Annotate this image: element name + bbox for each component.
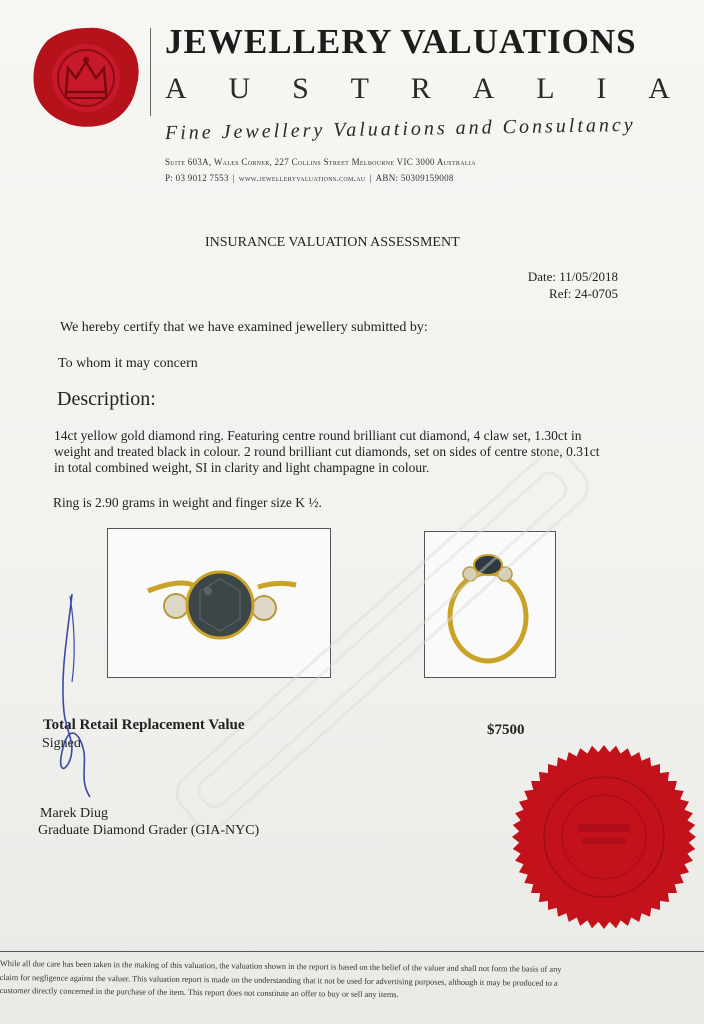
brand-name: JEWELLERY VALUATIONS xyxy=(165,22,637,61)
contact-line: P: 03 9012 7553 | www.jewelleryvaluations.com.au | ABN: 50309159008 xyxy=(165,173,454,183)
ring-photo-top xyxy=(107,528,331,678)
disclaimer-line: claim for negligence against the valuer. This valuation report is made on the understanding that it not be used for advertising purposes, although it may be produced to a xyxy=(0,972,558,988)
brand-letter: A xyxy=(472,72,495,105)
brand-letter: A xyxy=(165,72,187,105)
brand-letter: I xyxy=(596,72,607,105)
ring-details: Ring is 2.90 grams in weight and finger size K ½. xyxy=(53,495,322,510)
brand-country xyxy=(165,72,670,106)
signed-label: Signed xyxy=(42,736,81,751)
brand-letter: S xyxy=(292,72,309,105)
brand-letter: U xyxy=(228,72,251,105)
brand-letter: L xyxy=(536,72,555,105)
description-line: in total combined weight, SI in clarity and light champagne in colour. xyxy=(54,460,430,475)
brand-letter: R xyxy=(410,72,431,105)
description-body xyxy=(54,428,654,476)
signer-role: Graduate Diamond Grader (GIA-NYC) xyxy=(38,823,260,838)
description-heading: Description: xyxy=(57,388,156,410)
website: www.jewelleryvaluations.com.au xyxy=(238,173,366,183)
red-seal-sticker xyxy=(508,742,700,932)
signer-name: Marek Diug xyxy=(40,806,109,821)
disclaimer-line: While all due care has been taken in the making of this valuation, the valuation shown in the report is based on the belief of the valuer and shall not form the basis of any xyxy=(0,958,562,974)
total-value-label: Total Retail Replacement Value xyxy=(43,717,245,733)
ring-side-image xyxy=(425,532,555,677)
brand-letter: T xyxy=(350,72,369,105)
document-meta xyxy=(500,268,618,302)
certify-statement: We hereby certify that we have examined jewellery submitted by: xyxy=(60,320,428,335)
wax-seal-logo xyxy=(30,24,142,128)
abn: ABN: 50309159008 xyxy=(375,173,454,183)
ring-top-image xyxy=(108,529,330,677)
header-divider xyxy=(150,28,151,116)
document-date: Date: 11/05/2018 xyxy=(527,269,618,284)
brand-letter: A xyxy=(648,72,670,105)
submitted-by: To whom it may concern xyxy=(58,356,198,371)
ring-photo-side xyxy=(424,531,556,678)
tagline: Fine Jewellery Valuations and Consultancy xyxy=(164,113,636,145)
total-value-amount: $7500 xyxy=(487,722,525,738)
disclaimer xyxy=(0,957,700,1005)
address: Suite 603A, Wales Corner, 227 Collins Street Melbourne VIC 3000 Australia xyxy=(165,157,476,167)
phone: P: 03 9012 7553 xyxy=(165,173,229,183)
handwritten-signature xyxy=(50,592,120,802)
footer-divider xyxy=(0,951,704,952)
disclaimer-line: customer directly concerned in the purchase of the item. This report does not constitute an offer to buy or sell any items. xyxy=(0,985,399,1000)
document-ref: Ref: 24-0705 xyxy=(549,286,618,301)
description-line: weight and treated black in colour. 2 round brilliant cut diamonds, set on sides of centre stone, 0.31ct xyxy=(54,444,600,459)
document-title: INSURANCE VALUATION ASSESSMENT xyxy=(205,235,460,250)
description-line: 14ct yellow gold diamond ring. Featuring centre round brilliant cut diamond, 4 claw set, 1.30ct in xyxy=(54,428,582,443)
